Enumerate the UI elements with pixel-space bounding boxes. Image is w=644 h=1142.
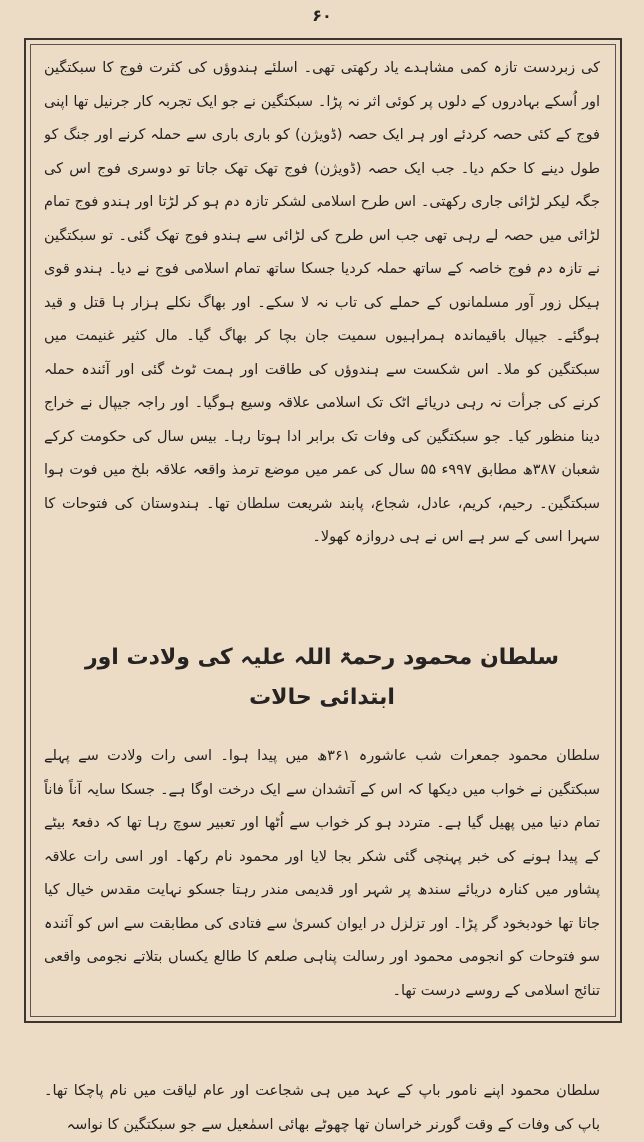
body-paragraph: کی زبردست تازہ کمی مشاہدے یاد رکھتی تھی۔ اسلئے ہندوؤں کی کثرت فوج کا سبکتگین اور اُسکے بہادروں کے دلوں پر کوئی اثر نہ پڑا۔ سبکتگین نے جو ایک تجربہ کار جرنیل تھا اپنی فوج کے کئی حصہ کردئے اور ہر ایک حصہ (ڈویژن) کو باری باری سے حملہ کرنے اور جنگ کو طول دینے کا حکم دیا۔ جب ایک حصہ (ڈویژن) فوج تھک تھک جاتا تو دوسری فوج اس کی جگہ لیکر لڑائی جاری رکھتی۔ اس طرح اسلامی لشکر تازہ دم ہو کر لڑتا اور ہندو فوج تمام لڑائی میں حصہ لے رہی تھی جب اس طرح کی لڑائی سے ہندو فوج تھک گئی۔ تو سبکتگین نے تازہ دم فوج خاصہ کے ساتھ حملہ کردیا جسکا ساتھ تمام اسلامی فوج نے دیا۔ ہندو قوی ہیکل زور آور مسلمانوں کے حملے کی تاب نہ لا سکے۔ اور بھاگ نکلے ہزار ہا قتل و قید ہوگئے۔ جیپال باقیماندہ ہمراہیوں سمیت جان بچا کر بھاگ گیا۔ مال کثیر غنیمت میں سبکتگین کو ملا۔ اس شکست سے ہندوؤں کی طاقت اور ہمت ٹوٹ گئی اور آئندہ حملہ کرنے کی جرأت نہ رہی دریائے اٹک تک اسلامی علاقہ وسیع ہوگیا۔ اور راجہ جیپال نے خراج دینا منظور کیا۔ جو سبکتگین کی وفات تک برابر ادا ہوتا رہا۔ بیس سال کی حکومت کرکے شعبان ۳۸۷ھ مطابق ۹۹۷ء ۵۵ سال کی عمر میں موضع ترمذ واقعہ علاقہ بلخ میں فوت ہوا سبکتگین۔ رحیم، کریم، عادل، شجاع، پابند شریعت سلطان تھا۔ ہندوستان کی فتوحات کا سہرا اسی کے سر ہے اس نے ہی دروازہ کھولا۔ xyxy=(44,60,600,545)
section-heading: سلطان محمود رحمۃ اللہ علیہ کی ولادت اور ابتدائی حالات xyxy=(84,645,560,710)
body-paragraph: سلطان محمود جمعرات شب عاشورہ ۳۶۱ھ میں پیدا ہوا۔ اسی رات ولادت سے پہلے سبکتگین نے خواب میں دیکھا کہ اس کے آتشدان سے ایک درخت اوگا ہے۔ جسکا سایہ آناً فاناً تمام دنیا میں پھیل گیا ہے۔ متردد ہو کر خواب سے اُٹھا اور تعبیر سوچ رہا تھا کہ دفعۃً بیٹے کے پیدا ہونے کی خبر پہنچی گئی شکر بجا لایا اور محمود نام رکھا۔ اور اسی رات علاقہ پشاور میں کنارہ دریائے سندھ پر شہر اور قدیمی مندر رہتا جسکو نہایت مقدس خیال کیا جاتا تھا خودبخود گر پڑا۔ اور تزلزل در ایوان کسریٰ سے فتادی کی مطابقت سے اس کو آئندہ سو فتوحات کو انجومی محمود اور رسالت پناہی صلعم کا طالع یکساں بتلاتے نجومی واقعی تنائج اسلامی کے روسے درست تھا۔ xyxy=(44,748,600,999)
page-content xyxy=(44,52,600,1142)
page-number: ۶۰ xyxy=(312,6,332,25)
body-paragraph: سلطان محمود اپنے نامور باپ کے عہد میں ہی شجاعت اور عام لیاقت میں نام پاچکا تھا۔ باپ کی وفات کے وقت گورنر خراسان تھا چھوٹے بھائی اسمٰعیل سے جو سبکتگین کا نواسہ xyxy=(44,1083,600,1133)
